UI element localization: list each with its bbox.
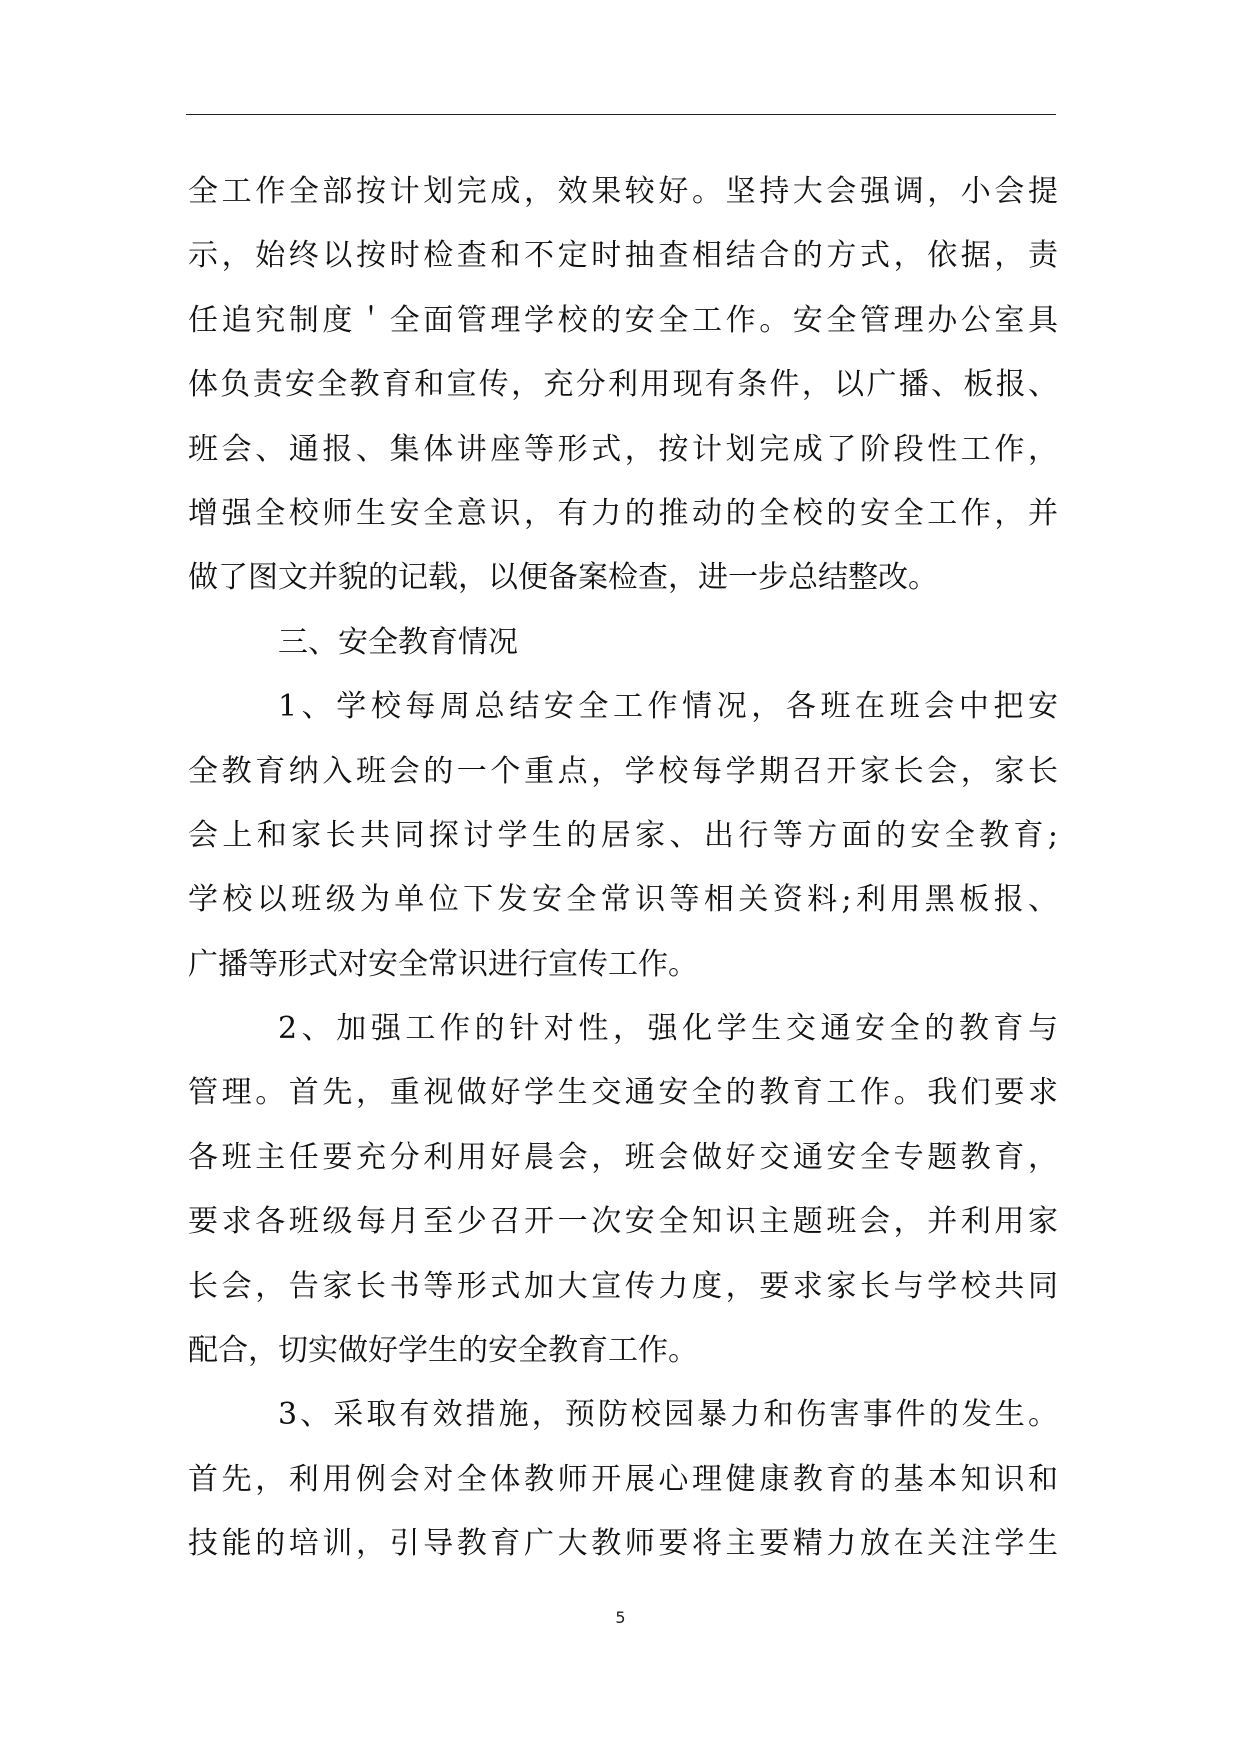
text-line: 会上和家长共同探讨学生的居家、出行等方面的安全教育; [188,817,1058,853]
section-heading: 三、安全教育情况 [278,624,518,660]
text-line: 要求各班级每月至少召开一次安全知识主题班会，并利用家 [188,1204,1058,1240]
text-line: 各班主任要充分利用好晨会，班会做好交通安全专题教育， [188,1139,1058,1175]
document-body [188,160,1058,1577]
text-line: 班会、通报、集体讲座等形式，按计划完成了阶段性工作， [188,431,1058,467]
text-line: 全教育纳入班会的一个重点，学校每学期召开家长会，家长 [188,753,1058,789]
text-line: 做了图文并貌的记载，以便备案检查，进一步总结整改。 [188,560,938,596]
text-line: 全工作全部按计划完成，效果较好。坚持大会强调，小会提 [188,174,1058,209]
text-line: 示，始终以按时检查和不定时抽查相结合的方式，依据，责 [188,238,1058,274]
text-line: 长会，告家长书等形式加大宣传力度，要求家长与学校共同 [188,1268,1058,1304]
text-line: 技能的培训，引导教育广大教师要将主要精力放在关注学生 [188,1526,1058,1562]
text-line: 增强全校师生安全意识，有力的推动的全校的安全工作，并 [188,495,1058,531]
text-line: 管理。首先，重视做好学生交通安全的教育工作。我们要求 [188,1075,1058,1111]
text-line: 1、学校每周总结安全工作情况，各班在班会中把安 [278,689,1058,725]
text-line: 首先，利用例会对全体教师开展心理健康教育的基本知识和 [188,1461,1058,1497]
text-line: 配合，切实做好学生的安全教育工作。 [188,1333,698,1369]
text-line: 广播等形式对安全常识进行宣传工作。 [188,946,698,982]
header-rule [186,114,1056,115]
text-line: 学校以班级为单位下发安全常识等相关资料;利用黑板报、 [188,882,1058,918]
text-line: 2、加强工作的针对性，强化学生交通安全的教育与 [278,1011,1058,1047]
text-line: 任追究制度＇全面管理学校的安全工作。安全管理办公室具 [188,302,1058,338]
page-number: 5 [615,1608,626,1627]
text-line: 体负责安全教育和宣传，充分利用现有条件，以广播、板报、 [188,367,1058,403]
text-line: 3、采取有效措施，预防校园暴力和伤害事件的发生。 [278,1397,1058,1433]
